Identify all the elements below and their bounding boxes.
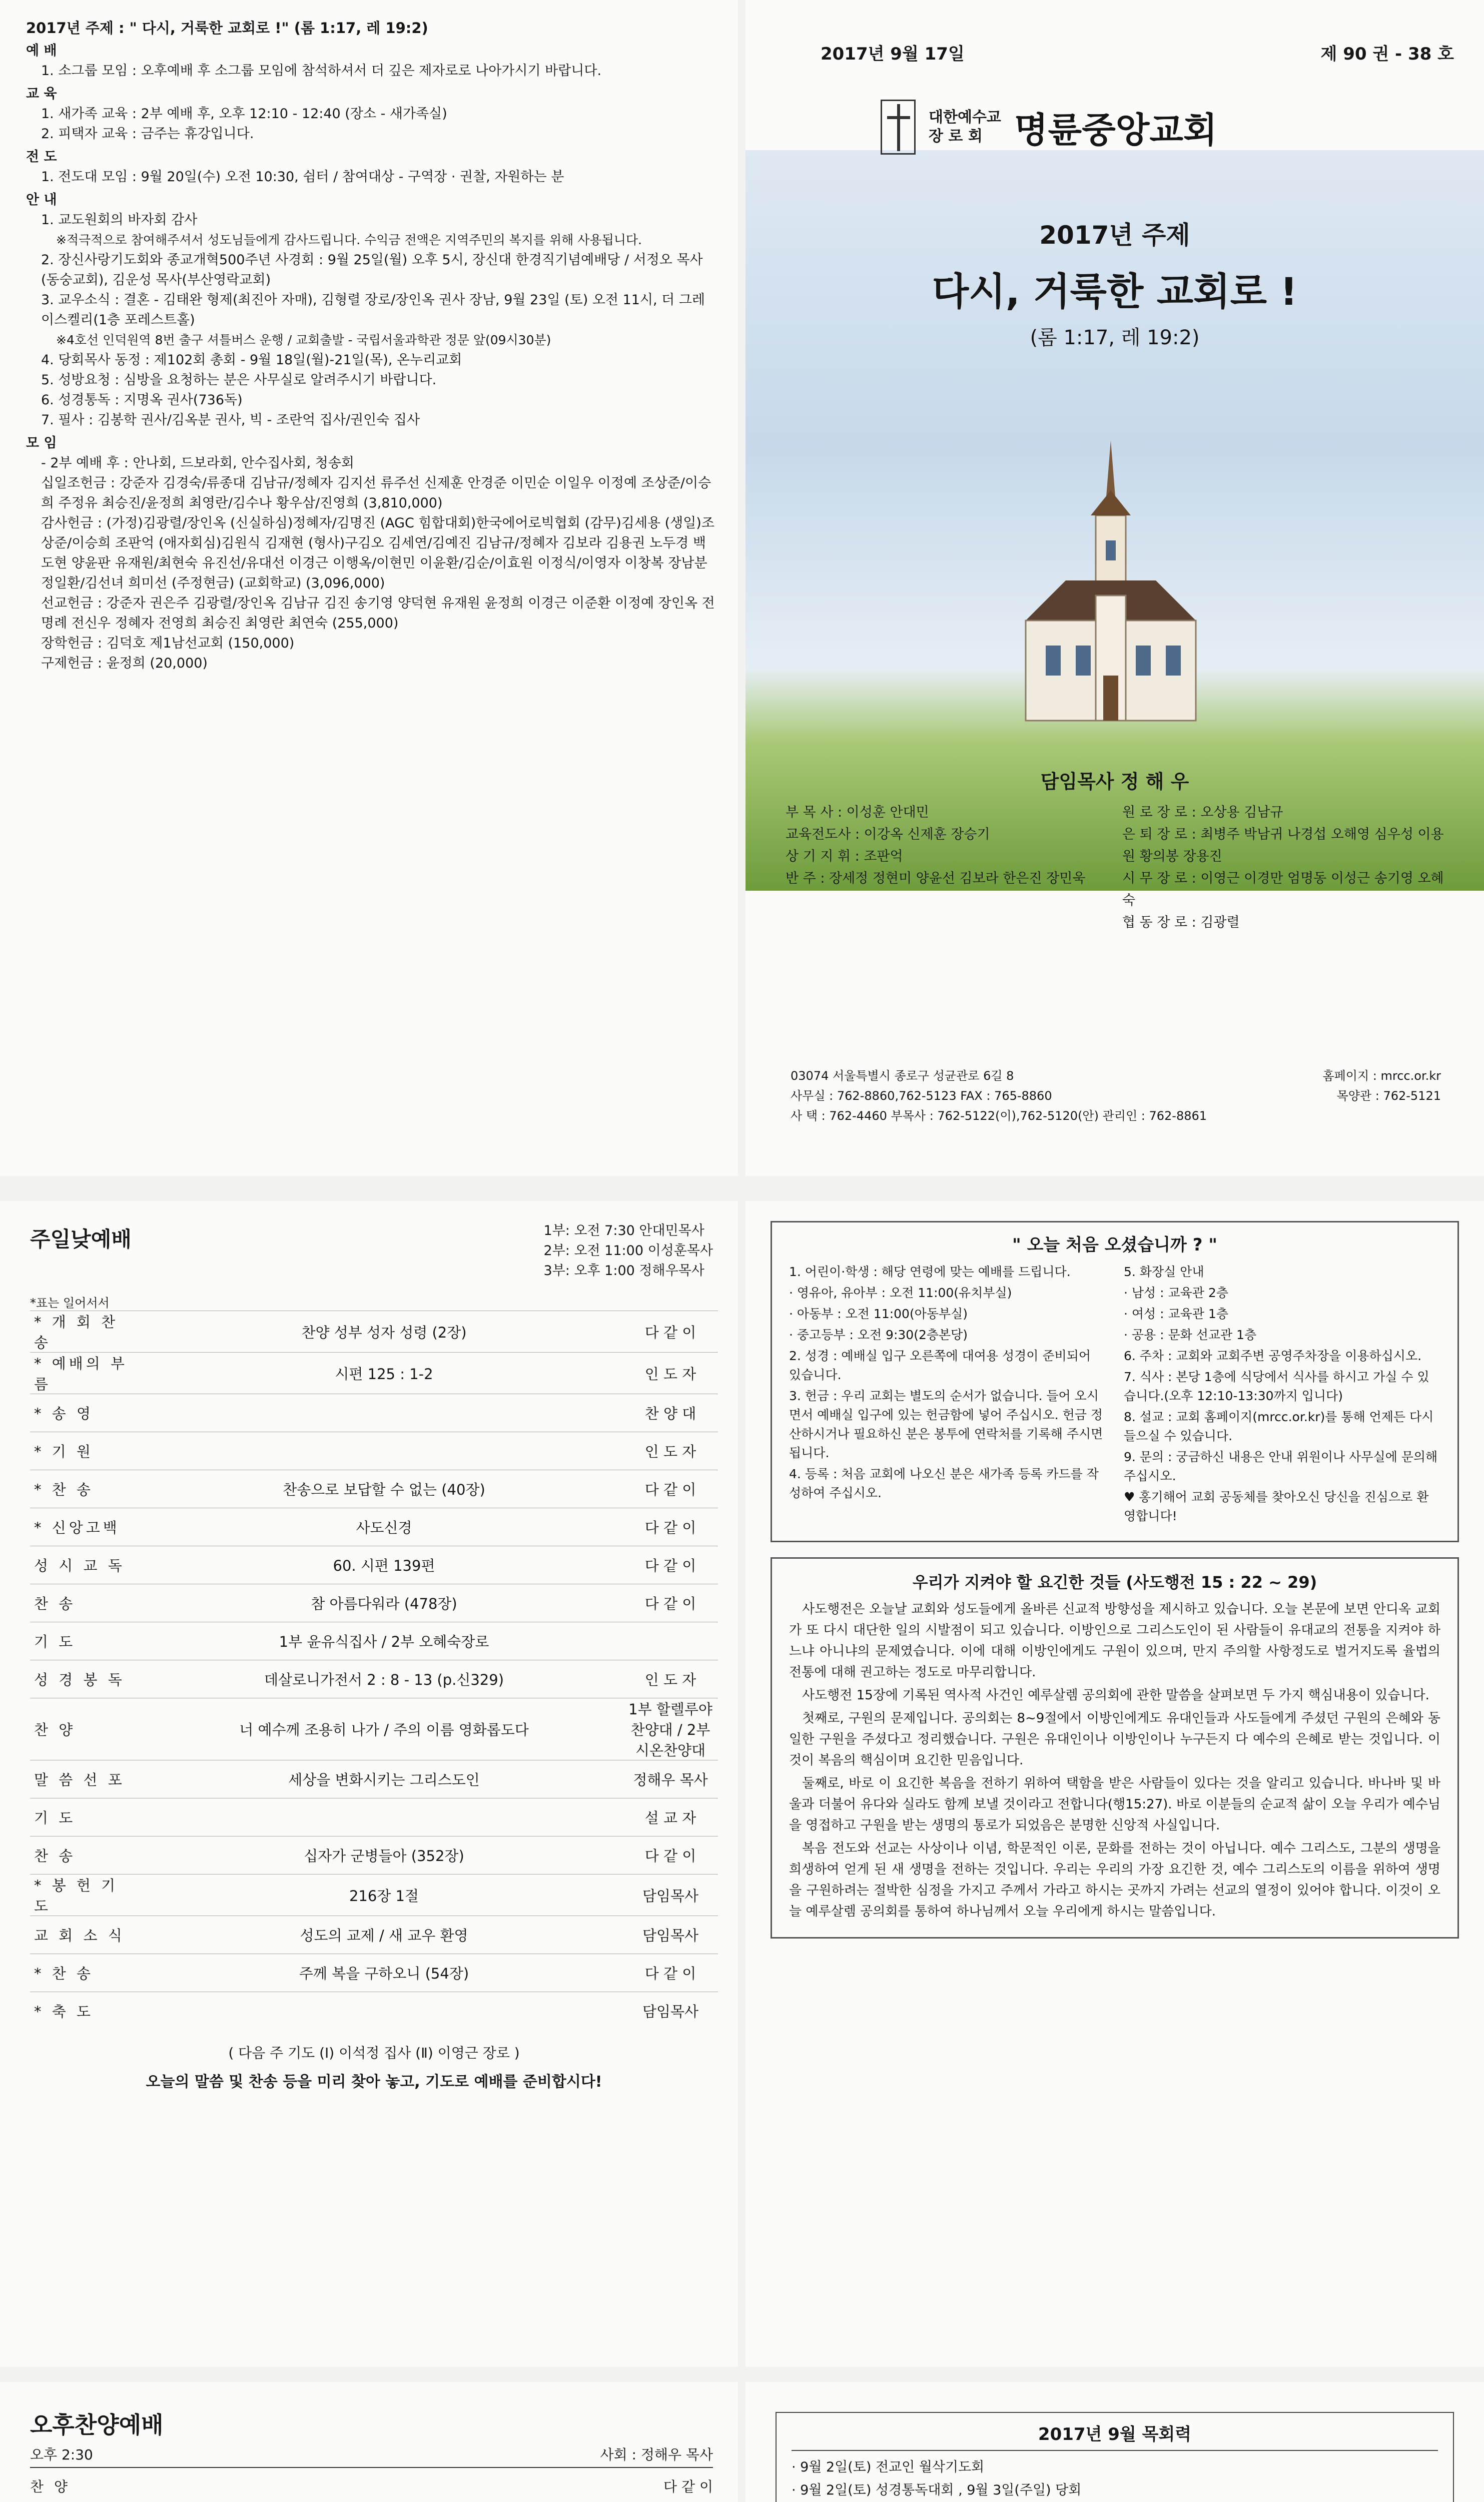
order-leader: 담임목사 (623, 1916, 718, 1954)
section-title: 전 도 (26, 149, 57, 165)
section-title: 교 육 (26, 86, 57, 102)
order-item: 찬 양 (30, 1698, 145, 1760)
section-title: 예 배 (26, 43, 57, 59)
order-item: * 예배의 부름 (30, 1353, 145, 1394)
order-content: 찬양 성부 성자 성령 (2장) (145, 1311, 623, 1353)
table-row (30, 1353, 718, 1394)
table-row (30, 1992, 718, 2030)
sermon-summary-box (771, 1557, 1459, 1939)
table-row (30, 1760, 718, 1798)
order-item: 기 도 (30, 1798, 145, 1836)
order-item: * 축 도 (30, 1992, 145, 2030)
table-row (30, 1874, 718, 1916)
service-time: 2부: 오전 11:00 이성훈목사 (543, 1243, 713, 1259)
sermon-paragraph: 둘째로, 바로 이 요긴한 복음을 전하기 위하여 택함을 받은 사람들이 있다는 것을 알리고 있습니다. 바나바 및 바울과 더불어 유다와 실라도 함께 보낼 것이라고 전합니다(행15:27). 바로 이분들의 순교적 삶이 오늘 우리가 예수님을 영접하고 구원을 받는 생명의 통로가 되었음은 분명한 신앙적 사실입니다. (789, 1776, 1440, 1833)
theme-reference: (롬 1:17, 레 19:2) (1030, 326, 1200, 349)
welcome-item: · 아동부 : 오전 11:00(아동부실) (789, 1307, 968, 1321)
order-leader: 다 같 이 (623, 1470, 718, 1508)
welcome-sermon-page (746, 1201, 1484, 2367)
offering-item: 선교헌금 : 강준자 권은주 김광렬/장인옥 김남규 김진 송기영 양덕현 유재원 윤정희 이경근 이준환 이정예 장인옥 전명례 전신우 정혜자 전영희 최승진 최영란 최연숙 (255,000) (41, 595, 715, 631)
welcome-item: · 중고등부 : 오전 9:30(2층본당) (789, 1328, 968, 1342)
order-content: 찬송으로 보답할 수 없는 (40장) (145, 1470, 623, 1508)
order-leader: 다 같 이 (623, 1508, 718, 1546)
order-item: 성 경 봉 독 (30, 1660, 145, 1698)
announcement-item: 4. 당회목사 동정 : 제102회 총회 - 9월 18일(월)-21일(목), 온누리교회 (41, 352, 462, 368)
offering-list (26, 473, 716, 674)
service-time: 1부: 오전 7:30 안대민목사 (543, 1223, 704, 1238)
announcement-item: 6. 성경통독 : 지명옥 권사(736독) (41, 392, 243, 408)
table-row (30, 1836, 718, 1874)
theme-header: 2017년 주제 : " 다시, 거룩한 교회로 !" (롬 1:17, 레 19:2) (26, 20, 428, 37)
preparation-note: 오늘의 말씀 및 찬송 등을 미리 찾아 놓고, 기도로 예배를 준비합시다! (146, 2073, 602, 2091)
table-row (30, 1916, 718, 1954)
order-item: * 봉 헌 기 도 (30, 1874, 145, 1916)
order-item: 교 회 소 식 (30, 1916, 145, 1954)
welcome-item: 8. 설교 : 교회 홈페이지(mrcc.or.kr)를 통해 언제든 다시 들으실 수 있습니다. (1124, 1410, 1434, 1443)
senior-pastor: 담임목사 정 해 우 (1040, 771, 1189, 793)
sermon-paragraph: 사도행전 15장에 기록된 역사적 사건인 예루살렘 공의회에 관한 말씀을 살펴보면 두 가지 핵심내용이 있습니다. (802, 1688, 1429, 1703)
announcement-sections (26, 41, 716, 473)
afternoon-time: 오후 2:30 (30, 2446, 93, 2463)
announcement-item: ※적극적으로 참여해주셔서 성도님들에게 감사드립니다. 수익금 전액은 지역주민의 복지를 위해 사용됩니다. (56, 233, 642, 247)
table-row (30, 1394, 718, 1432)
staff-line: 상 기 지 휘 : 조판억 (786, 849, 903, 864)
theme-title: 다시, 거룩한 교회로 ! (932, 269, 1298, 314)
welcome-item: · 남성 : 교육관 2층 (1124, 1286, 1228, 1300)
order-content: 데살로니가전서 2 : 8 - 13 (p.신329) (145, 1660, 623, 1698)
calendar-missions-page (746, 2382, 1484, 2502)
cover-page (746, 0, 1484, 1176)
order-item: * 기 원 (30, 1432, 145, 1470)
order-leader: 인 도 자 (623, 1353, 718, 1394)
announcement-item: 1. 전도대 모임 : 9월 20일(수) 오전 10:30, 쉼터 / 참여대상 - 구역장 · 권찰, 자원하는 분 (41, 169, 564, 185)
announcement-item: 3. 교우소식 : 결혼 - 김태완 형제(최진아 자매), 김형렬 장로/장인옥 권사 장남, 9월 23일 (토) 오전 11시, 더 그레이스켈리(1층 포레스트홀) (41, 292, 705, 328)
list-item (30, 2500, 713, 2502)
order-item: * 신앙고백 (30, 1508, 145, 1546)
welcome-item: 3. 헌금 : 우리 교회는 별도의 순서가 없습니다. 들어 오시면서 예배실 입구에 있는 헌금함에 넣어 주십시오. 헌금 정산하시거나 필요하신 분은 봉투에 연락처를 기록해 주시면 됩니다. (789, 1389, 1103, 1460)
calendar-title: 2017년 9월 목회력 (792, 2423, 1438, 2451)
theme-year: 2017년 주제 (1039, 221, 1190, 250)
order-leader: 다 같 이 (623, 1311, 718, 1353)
order-content (145, 1992, 623, 2030)
welcome-item: · 공용 : 문화 선교관 1층 (1124, 1328, 1257, 1342)
offering-item: 감사헌금 : (가정)김광렬/장인옥 (신실하심)정혜자/김명진 (AGC 힘합대회)한국에어로빅협회 (감무)김세용 (생일)조상준/이승희 조판억 (애자회심)김원식 김재현 (형사)구김오 김세연/김예진 김남규/정혜자 김보라 김용권 노두경 백도현 양윤판 유재원/최현숙 유진선/유대선 이경근 이행옥/이현민 이윤환/김순/이효원 이정식/이영자 이창복 장남분 정일환/김선녀 희미선 (주정현금) (교회학교) (3,096,000) (41, 515, 714, 591)
announcement-item: 1. 새가족 교육 : 2부 예배 후, 오후 12:10 - 12:40 (장소 - 새가족실) (41, 106, 447, 122)
chapel-illustration-icon (1006, 440, 1216, 751)
order-of-worship-table (30, 1311, 718, 2030)
order-leader: 다 같 이 (663, 2478, 713, 2495)
welcome-item: 9. 문의 : 궁금하신 내용은 안내 위원이나 사무실에 문의해 주십시오. (1124, 1450, 1438, 1483)
announcement-item: 2. 장신사랑기도회와 종교개혁500주년 사경회 : 9월 25일(월) 오후 5시, 장신대 한경직기념예배당 / 서정오 목사(동숭교회), 김운성 목사(부산영락교회) (41, 252, 703, 288)
order-content: 너 예수께 조용히 나가 / 주의 이름 영화롭도다 (145, 1698, 623, 1760)
offering-item: 장학헌금 : 김덕호 제1남선교회 (150,000) (41, 636, 295, 651)
sermon-paragraph: 첫째로, 구원의 문제입니다. 공의회는 8~9절에서 이방인에게도 유대인들과 사도들에게 주셨던 구원의 은혜와 동일한 구원을 주셨다고 정리했습니다. 구원은 유대인이나 이방인이나 누구든지 다 예수의 은혜로 받는 것입니다. 이것이 복음의 핵심이며 요긴한 믿음입니다. (789, 1711, 1440, 1768)
announcement-item: 2. 피택자 교육 : 금주는 휴강입니다. (41, 126, 254, 142)
afternoon-leader: 사회 : 정해우 목사 (600, 2446, 713, 2463)
afternoon-order (30, 2472, 713, 2502)
order-item: 기 도 (30, 1622, 145, 1660)
order-leader: 정해우 목사 (623, 1760, 718, 1798)
table-row (30, 1698, 718, 1760)
section-title: 안 내 (26, 192, 57, 208)
order-leader (623, 1622, 718, 1660)
staff-line: 시 무 장 로 : 이영근 이경만 엄명동 이성근 송기영 오혜숙 (1122, 871, 1444, 908)
staff-line: 부 목 사 : 이성훈 안대민 (786, 805, 929, 820)
bulletin-date: 2017년 9월 17일 (821, 44, 965, 64)
announcement-item: 5. 성방요청 : 심방을 요청하는 분은 사무실로 알려주시기 바랍니다. (41, 372, 437, 388)
welcome-item: 6. 주차 : 교회와 교회주변 공영주차장을 이용하십시오. (1124, 1349, 1422, 1363)
staff-line: 원 로 장 로 : 오상용 김남규 (1122, 805, 1283, 820)
order-content: 십자가 군병들아 (352장) (145, 1836, 623, 1874)
welcome-item: · 여성 : 교육관 1층 (1124, 1307, 1228, 1321)
sermon-title: 우리가 지켜야 할 요긴한 것들 (사도행전 15 : 22 ~ 29) (912, 1573, 1317, 1592)
order-item: 찬 송 (30, 1836, 145, 1874)
welcome-item: 1. 어린이·학생 : 해당 연령에 맞는 예배를 드립니다. (789, 1265, 1071, 1279)
order-item: * 찬 송 (30, 1954, 145, 1992)
table-row (30, 1660, 718, 1698)
order-content: 60. 시편 139편 (145, 1546, 623, 1584)
welcome-item: 4. 등록 : 처음 교회에 나오신 분은 새가족 등록 카드를 작성하여 주십시오. (789, 1467, 1099, 1500)
calendar-item: · 9월 2일(토) 전교인 월삭기도회 (792, 2459, 985, 2475)
order-item: * 송 영 (30, 1394, 145, 1432)
order-content: 참 아름다워라 (478장) (145, 1584, 623, 1622)
order-content: 사도신경 (145, 1508, 623, 1546)
staff-line: 협 동 장 로 : 김광렬 (1122, 915, 1240, 930)
table-row (30, 1798, 718, 1836)
announcement-item: - 2부 예배 후 : 안나회, 드보라회, 안수집사회, 청송회 (41, 455, 354, 471)
sunday-worship-title: 주일낮예배 (30, 1227, 132, 1252)
offering-item: 구제헌금 : 윤정희 (20,000) (41, 656, 208, 671)
order-content (145, 1432, 623, 1470)
offering-item: 십일조헌금 : 강준자 김경숙/류종대 김남규/정혜자 김지선 류주선 신제훈 안경준 이민순 이일우 이정예 조상준/이승희 주정유 최승진/윤정희 최영란/김수나 황우삼/진영희 (3,810,000) (41, 475, 711, 511)
order-item: 찬 송 (30, 1584, 145, 1622)
afternoon-worship-title: 오후찬양예배 (30, 2411, 164, 2438)
order-item: * 찬 송 (30, 1470, 145, 1508)
welcome-item: 2. 성경 : 예배실 입구 오른쪽에 대여용 성경이 준비되어 있습니다. (789, 1349, 1091, 1382)
staff-line: 교육전도사 : 이강옥 신제훈 장승기 (786, 827, 990, 842)
welcome-item: · 영유아, 유아부 : 오전 11:00(유치부실) (789, 1286, 1012, 1300)
order-content: 시편 125 : 1-2 (145, 1353, 623, 1394)
service-time: 3부: 오후 1:00 정해우목사 (543, 1263, 704, 1279)
order-leader: 다 같 이 (623, 1836, 718, 1874)
order-content: 성도의 교제 / 새 교우 환영 (145, 1916, 623, 1954)
contact-info: 03074 서울특별시 종로구 성균관로 6길 8 홈페이지 : mrcc.or.kr 사무실 : 762-8860,762-5123 FAX : 765-8860 목양관 : 762-5121 사 택 : 762-4460 부목사 : 762-5122(이),762-5120(안) 관리인 : 762-8861 (791, 1069, 1441, 1123)
announcement-item: 1. 교도원회의 바자회 감사 (41, 212, 198, 228)
theme-block (746, 215, 1484, 350)
order-leader: 담임목사 (623, 1992, 718, 2030)
order-content (145, 1798, 623, 1836)
order-content: 1부 윤유식집사 / 2부 오혜숙장로 (145, 1622, 623, 1660)
order-item: 찬 양 (30, 2478, 71, 2495)
cross-logo-icon (881, 100, 916, 155)
order-content (145, 1394, 623, 1432)
sermon-paragraph: 복음 전도와 선교는 사상이나 이념, 학문적인 이론, 문화를 전하는 것이 아닙니다. 예수 그리스도, 그분의 생명을 희생하여 얻게 된 새 생명을 전하는 것입니다. 우리는 우리의 가장 요긴한 것, 예수 그리스도의 이름을 위하여 생명을 구원하려는 절박한 심정을 가지고 주께서 가라고 하시는 곳까지 가려는 선교의 열정이 있어야 합니다. 이것이 오늘 예루살렘 공의회를 통하여 하나님께서 오늘 우리에게 하시는 말씀입니다. (789, 1841, 1440, 1919)
list-item (30, 2472, 713, 2500)
order-content: 216장 1절 (145, 1874, 623, 1916)
order-leader: 찬 양 대 (623, 1394, 718, 1432)
order-item: * 개 회 찬 송 (30, 1311, 145, 1353)
section-title: 모 임 (26, 435, 57, 451)
service-times (544, 1221, 713, 1281)
announcements-page (0, 0, 738, 1176)
table-row (30, 1546, 718, 1584)
staff-list (786, 771, 1444, 934)
announcement-item: 7. 필사 : 김봉학 권사/김옥분 권사, 빅 - 조란억 집사/권인숙 집사 (41, 412, 420, 428)
table-row (30, 1584, 718, 1622)
order-leader: 설 교 자 (623, 1798, 718, 1836)
welcome-item: 7. 식사 : 본당 1층에 식당에서 식사를 하시고 가실 수 있습니다.(오후 12:10-13:30까지 입니다) (1124, 1370, 1429, 1403)
order-leader: 다 같 이 (623, 1546, 718, 1584)
order-leader: 인 도 자 (623, 1432, 718, 1470)
order-leader: 다 같 이 (623, 1954, 718, 1992)
bulletin-issue: 제 90 권 - 38 호 (1320, 44, 1454, 64)
calendar-item: · 9월 2일(토) 성경통독대회 , 9월 3일(주일) 당회 (792, 2482, 1082, 2498)
order-leader: 담임목사 (623, 1874, 718, 1916)
other-services-page (0, 2382, 738, 2502)
order-item: 성 시 교 독 (30, 1546, 145, 1584)
order-content: 세상을 변화시키는 그리스도인 (145, 1760, 623, 1798)
sunday-worship-page (0, 1201, 738, 2367)
table-row (30, 1508, 718, 1546)
table-row (30, 1622, 718, 1660)
order-content: 주께 복을 구하오니 (54장) (145, 1954, 623, 1992)
order-leader: 다 같 이 (623, 1584, 718, 1622)
table-row (30, 1954, 718, 1992)
welcome-box (771, 1221, 1459, 1542)
denomination: 대한예수교 장 로 회 (929, 109, 1001, 145)
pastoral-calendar (776, 2412, 1454, 2502)
next-week-prayer: ( 다음 주 기도 (Ⅰ) 이석정 집사 (Ⅱ) 이영근 장로 ) (228, 2044, 520, 2061)
staff-line: 반 주 : 장세정 정현미 양윤선 김보라 한은진 장민욱 (786, 871, 1086, 886)
sermon-paragraph: 사도행전은 오늘날 교회와 성도들에게 올바른 신교적 방향성을 제시하고 있습니다. 오늘 본문에 보면 안디옥 교회가 또 다시 대단한 일의 시발점이 되고 있습니다. 이방인으로 그리스도인이 된 사람들이 유대교의 전통을 지켜야 하느냐 아니냐의 문제였습니다. 이에 대해 이방인에게도 구원이 있으며, 만지 주의할 사항정도로 벌거지도록 율법의 전통에 대해 권고하는 정도로 마무리합니다. (789, 1602, 1440, 1680)
order-item: 말 씀 선 포 (30, 1760, 145, 1798)
announcement-item: 1. 소그룹 모임 : 오후예배 후 소그룹 모임에 참석하셔서 더 깊은 제자로로 나아가시기 바랍니다. (41, 63, 602, 79)
welcome-item: 5. 화장실 안내 (1124, 1265, 1204, 1279)
staff-line: 은 퇴 장 로 : 최병주 박남귀 나경섭 오해영 심우성 이용원 황의봉 장용진 (1122, 827, 1444, 864)
table-row (30, 1470, 718, 1508)
announcement-item: ※4호선 인덕원역 8번 출구 셔틀버스 운행 / 교회출발 - 국립서울과학관 정문 앞(09시30분) (56, 333, 551, 347)
table-row (30, 1432, 718, 1470)
order-leader: 인 도 자 (623, 1660, 718, 1698)
order-leader: 1부 할렐루야찬양대 / 2부 시온찬양대 (623, 1698, 718, 1760)
table-row (30, 1311, 718, 1353)
welcome-title: " 오늘 처음 오셨습니까 ? " (1012, 1235, 1217, 1255)
welcome-item: ♥ 홍기해어 교회 공동체를 찾아오신 당신을 진심으로 환영합니다! (1124, 1490, 1429, 1523)
standing-note: *표는 일어서서 (30, 1296, 110, 1310)
church-name: 명륜중앙교회 (1014, 109, 1217, 151)
